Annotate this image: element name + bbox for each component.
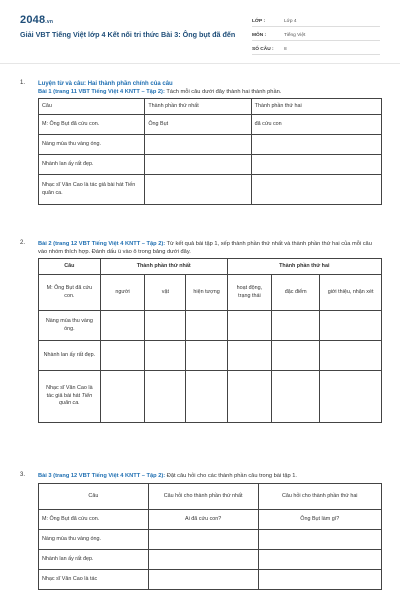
table-row: [39, 155, 382, 175]
table-row: [39, 510, 382, 530]
exercise-2-table: [38, 258, 382, 423]
meta-class: LỚP : Lớp 4: [252, 16, 380, 27]
table-cell: [148, 530, 258, 550]
table-row: [39, 311, 382, 341]
checkbox-cell[interactable]: [227, 341, 272, 371]
table-header: Câu hỏi cho thành phần thứ nhất: [148, 484, 258, 510]
table-header: Thành phần thứ nhất: [100, 259, 227, 275]
checkbox-cell[interactable]: [100, 341, 145, 371]
checkbox-cell[interactable]: [227, 311, 272, 341]
subheader-cell: đặc điểm: [272, 275, 320, 311]
checkbox-cell[interactable]: [272, 341, 320, 371]
table-cell: M: Ông Bụt đã cứu con.: [39, 115, 145, 135]
table-cell: [258, 530, 382, 550]
checkbox-cell[interactable]: [320, 371, 382, 423]
document-title: Giải VBT Tiếng Việt lớp 4 Kết nối tri thức Bài 3: Ông bụt đã đến: [20, 30, 236, 39]
table-cell: [258, 550, 382, 570]
checkbox-cell[interactable]: [186, 371, 227, 423]
exercise-number: 2.: [20, 240, 26, 246]
table-cell: [251, 135, 381, 155]
exercise-number: 3.: [20, 472, 26, 478]
table-cell: Nàng mùa thu vàng óng.: [39, 530, 149, 550]
table-cell: Ông Bụt: [145, 115, 251, 135]
question-text: Bài 2 (trang 12 VBT Tiếng Việt 4 KNTT – Tập 2): Từ kết quả bài tập 1, xếp thành phần thứ nhất và thành phần thứ hai của mỗi câu vào nhóm thích hợp. Đánh dấu ü vào ô trong bảng dưới đây.: [38, 241, 372, 255]
table-cell: [148, 550, 258, 570]
table-cell: [148, 570, 258, 590]
table-row: [39, 550, 382, 570]
table-cell: Ông Bụt làm gì?: [258, 510, 382, 530]
table-cell: Nhạc sĩ Văn Cao là tác giả bài hát Tiến quân ca.: [39, 175, 145, 205]
checkbox-cell[interactable]: [227, 371, 272, 423]
table-header: Câu hỏi cho thành phần thứ hai: [258, 484, 382, 510]
checkbox-cell[interactable]: [186, 311, 227, 341]
question-text: Bài 1 (trang 11 VBT Tiếng Việt 4 KNTT – Tập 2): Tách mỗi câu dưới đây thành hai thành phần.: [38, 89, 282, 95]
table-row: [39, 341, 382, 371]
table-cell: đã cứu con: [251, 115, 381, 135]
table-cell: M: Ông Bụt đã cứu con.: [39, 275, 101, 311]
table-header: Câu: [39, 484, 149, 510]
table-cell: Nhạc sĩ Văn Cao là tác giả bài hát Tiến quân ca.: [39, 371, 101, 423]
table-row: [39, 275, 382, 311]
checkbox-cell[interactable]: [100, 371, 145, 423]
table-header: Thành phần thứ nhất: [145, 99, 251, 115]
meta-subject: MÔN : Tiếng Việt: [252, 30, 380, 41]
subheader-cell: hiện tượng: [186, 275, 227, 311]
subheader-cell: người: [100, 275, 145, 311]
table-cell: [145, 135, 251, 155]
checkbox-cell[interactable]: [100, 311, 145, 341]
table-cell: [258, 570, 382, 590]
table-cell: Nhành lan ấy rất đẹp.: [39, 341, 101, 371]
table-header: Thành phần thứ hai: [251, 99, 381, 115]
table-cell: Nàng mùa thu vàng óng.: [39, 311, 101, 341]
table-header: Thành phần thứ hai: [227, 259, 381, 275]
table-row: [39, 530, 382, 550]
header-divider: [0, 63, 400, 64]
table-cell: Nàng mùa thu vàng óng.: [39, 135, 145, 155]
section-heading: Luyện từ và câu: Hai thành phần chính của câu: [38, 81, 173, 87]
site-logo[interactable]: 2048.vn: [20, 14, 54, 26]
table-cell: Nhành lan ấy rất đẹp.: [39, 155, 145, 175]
table-cell: Nhành lan ấy rất đẹp.: [39, 550, 149, 570]
table-row: [39, 115, 382, 135]
table-cell: [251, 175, 381, 205]
table-cell: M: Ông Bụt đã cứu con.: [39, 510, 149, 530]
table-row: [39, 371, 382, 423]
checkbox-cell[interactable]: [145, 371, 186, 423]
question-text: Bài 3 (trang 12 VBT Tiếng Việt 4 KNTT – Tập 2): Đặt câu hỏi cho các thành phần câu trong bài tập 1.: [38, 473, 298, 479]
exercise-1-table: [38, 98, 382, 205]
subheader-cell: hoạt động, trạng thái: [227, 275, 272, 311]
table-row: [39, 570, 382, 590]
table-header: Câu: [39, 259, 101, 275]
exercise-3-table: [38, 483, 382, 590]
subheader-cell: giới thiệu, nhận xét: [320, 275, 382, 311]
page-header: [0, 0, 400, 62]
subheader-cell: vật: [145, 275, 186, 311]
table-cell: [145, 175, 251, 205]
table-cell: [145, 155, 251, 175]
meta-question-count: SỐ CÂU : 8: [252, 44, 380, 55]
table-cell: Nhạc sĩ Văn Cao là tác: [39, 570, 149, 590]
checkbox-cell[interactable]: [145, 311, 186, 341]
checkbox-cell[interactable]: [320, 341, 382, 371]
checkbox-cell[interactable]: [320, 311, 382, 341]
checkbox-cell[interactable]: [145, 341, 186, 371]
table-cell: Ai đã cứu con?: [148, 510, 258, 530]
table-row: [39, 175, 382, 205]
table-row: [39, 135, 382, 155]
exercise-number: 1.: [20, 80, 26, 86]
checkbox-cell[interactable]: [186, 341, 227, 371]
checkbox-cell[interactable]: [272, 311, 320, 341]
table-header: Câu: [39, 99, 145, 115]
table-cell: [251, 155, 381, 175]
checkbox-cell[interactable]: [272, 371, 320, 423]
